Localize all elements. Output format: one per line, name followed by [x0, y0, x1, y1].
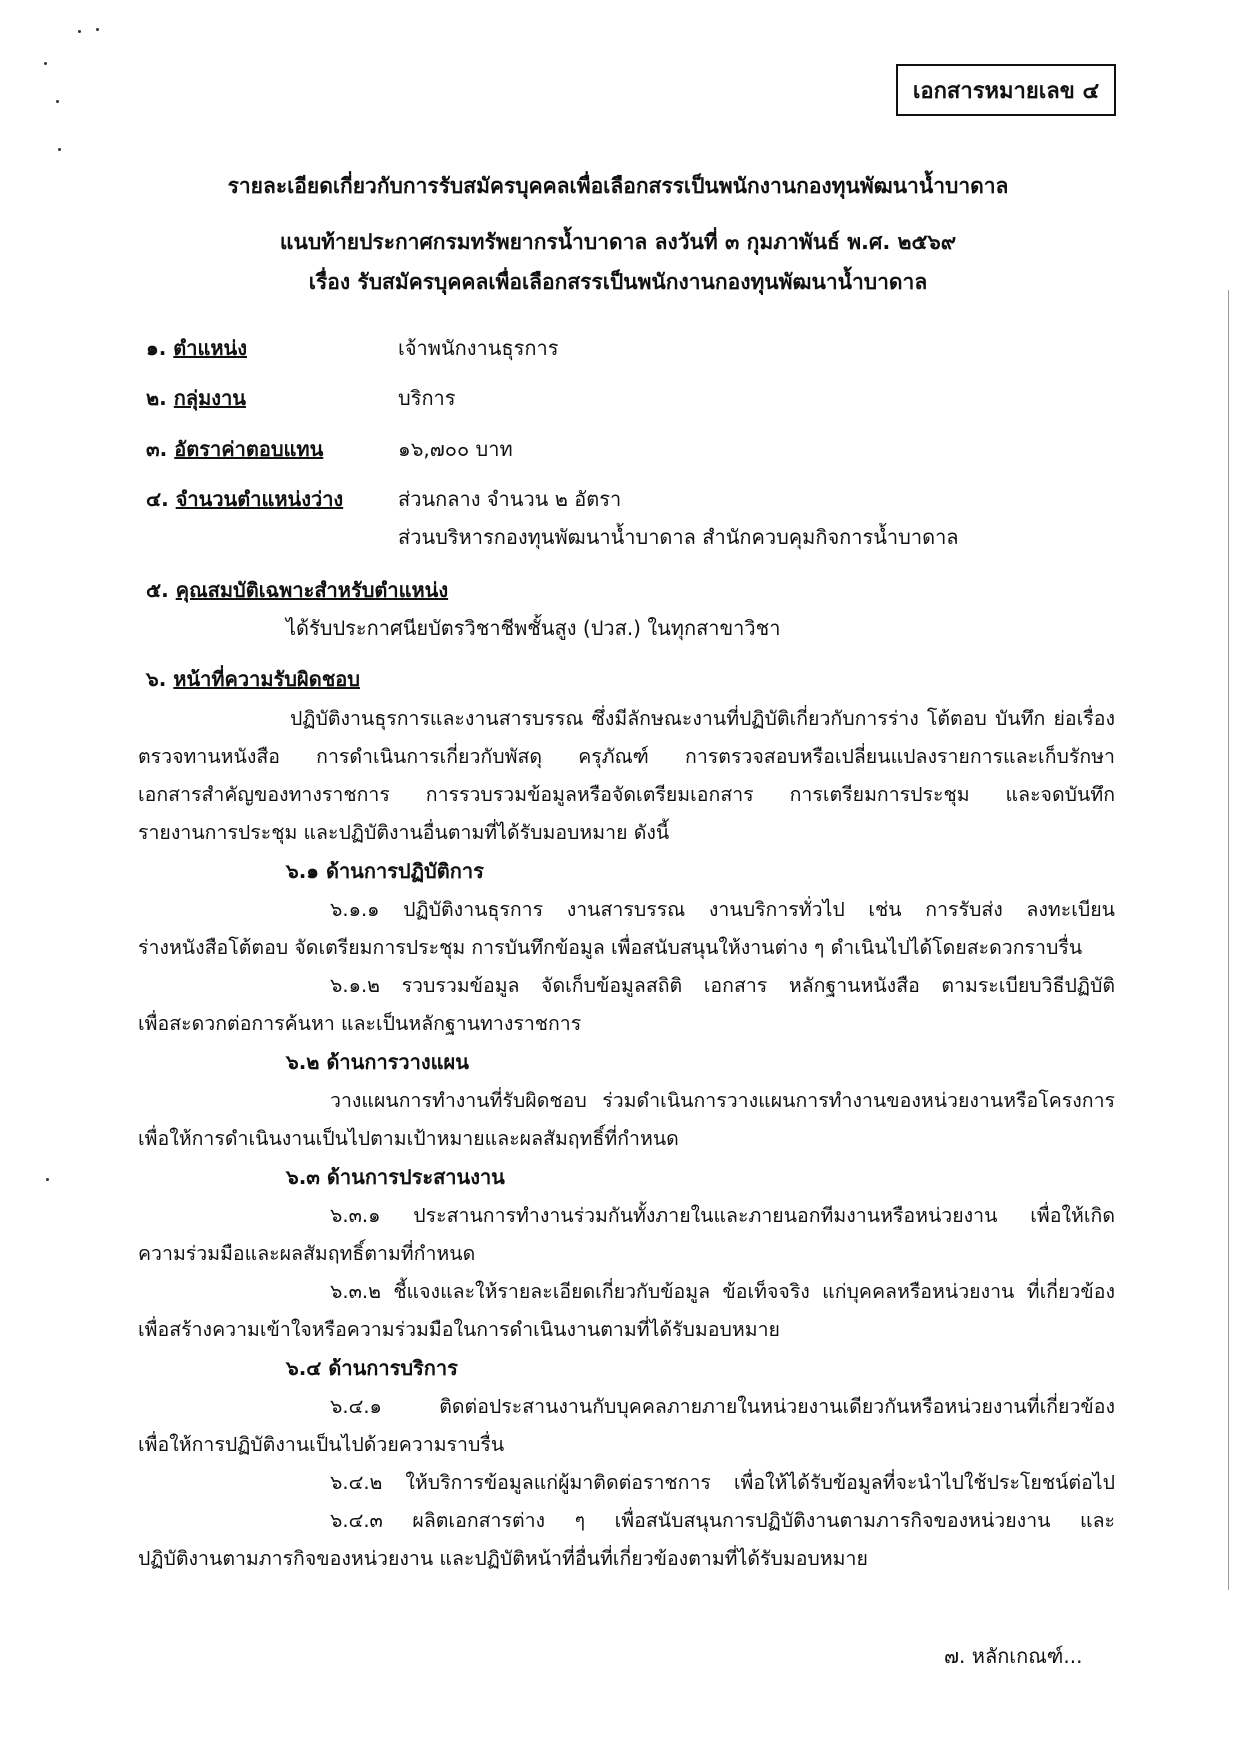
item-6-label: หน้าที่ความรับผิดชอบ [173, 667, 360, 691]
item-2-number: ๒. [146, 386, 167, 410]
section-6-4-2-line-1: ๖.๔.๒ ให้บริการข้อมูลแก่ผู้มาติดต่อราชการ เพื่อให้ได้รับข้อมูลที่จะนำไปใช้ประโยชน์ต่อไป [330, 1471, 1115, 1494]
item-4-number: ๔. [146, 487, 169, 511]
section-6-1-1-line-1: ๖.๑.๑ ปฏิบัติงานธุรการ งานสารบรรณ งานบริการทั่วไป เช่น การรับส่ง ลงทะเบียน [330, 898, 1115, 921]
heading-line-1: รายละเอียดเกี่ยวกับการรับสมัครบุคคลเพื่อเลือกสรรเป็นพนักงานกองทุนพัฒนาน้ำบาดาล [227, 174, 1009, 198]
section-6-3-1-line-2: ความร่วมมือและผลสัมฤทธิ์ตามที่กำหนด [138, 1242, 476, 1265]
section-6-1-title: ๖.๑ ด้านการปฏิบัติการ [286, 859, 484, 883]
item-1-label: ตำแหน่ง [173, 336, 247, 360]
scan-speck [96, 28, 99, 31]
item-3-label: อัตราค่าตอบแทน [174, 437, 324, 461]
section-6-4-1-line-2: เพื่อให้การปฏิบัติงานเป็นไปด้วยความราบรื่น [138, 1433, 505, 1456]
item-5-heading [146, 574, 448, 606]
scan-edge-line [1228, 290, 1229, 1590]
scan-speck [78, 30, 81, 33]
document-number-box [896, 64, 1116, 116]
heading-line-2: แนบท้ายประกาศกรมทรัพยากรน้ำบาดาล ลงวันที่ ๓ กุมภาพันธ์ พ.ศ. ๒๕๖๙ [279, 230, 957, 254]
item-5-label: คุณสมบัติเฉพาะสำหรับตำแหน่ง [175, 578, 449, 602]
scan-speck [58, 148, 61, 151]
section-6-1-2-line-2: เพื่อสะดวกต่อการค้นหา และเป็นหลักฐานทางราชการ [138, 1012, 582, 1035]
item-3-value: ๑๖,๗๐๐ บาท [398, 437, 513, 461]
section-6-4-title: ๖.๔ ด้านการบริการ [286, 1356, 458, 1380]
section-6-1-2-line-1: ๖.๑.๒ รวบรวมข้อมูล จัดเก็บข้อมูลสถิติ เอกสาร หลักฐานหนังสือ ตามระเบียบวิธีปฏิบัติ [330, 974, 1115, 997]
section-6-4-1-line-1: ๖.๔.๑ ติดต่อประสานงานกับบุคคลภายภายในหน่วยงานเดียวกันหรือหน่วยงานที่เกี่ยวข้อง [330, 1395, 1115, 1418]
item-3-number: ๓. [146, 437, 168, 461]
item-3-heading [146, 433, 323, 465]
item-2-label: กลุ่มงาน [173, 386, 246, 410]
section-6-3-2-line-2: เพื่อสร้างความเข้าใจหรือความร่วมมือในการดำเนินงานตามที่ได้รับมอบหมาย [138, 1318, 780, 1341]
item-1-heading [146, 332, 247, 364]
scan-speck [56, 100, 59, 103]
item-4-heading [146, 483, 343, 515]
item-5-number: ๕. [146, 578, 169, 602]
section-6-2-line-1: วางแผนการทำงานที่รับผิดชอบ ร่วมดำเนินการวางแผนการทำงานของหน่วยงานหรือโครงการ [330, 1089, 1115, 1112]
item-4-value-2: ส่วนบริหารกองทุนพัฒนาน้ำบาดาล สำนักควบคุมกิจการน้ำบาดาล [398, 525, 959, 549]
section-6-3-1-line-1: ๖.๓.๑ ประสานการทำงานร่วมกันทั้งภายในและภายนอกทีมงานหรือหน่วยงาน เพื่อให้เกิด [330, 1204, 1115, 1227]
next-page-indicator: ๗. หลักเกณฑ์... [944, 1644, 1083, 1668]
section-6-3-title: ๖.๓ ด้านการประสานงาน [286, 1165, 505, 1189]
document-number: เอกสารหมายเลข ๔ [912, 78, 1100, 104]
item-6-heading [146, 663, 360, 695]
section-6-4-3-line-2: ปฏิบัติงานตามภารกิจของหน่วยงาน และปฏิบัติหน้าที่อื่นที่เกี่ยวข้องตามที่ได้รับมอบหมาย [138, 1547, 868, 1570]
item-5-value: ได้รับประกาศนียบัตรวิชาชีพชั้นสูง (ปวส.) ในทุกสาขาวิชา [286, 616, 781, 640]
item-6-number: ๖. [146, 667, 167, 691]
section-6-2-line-2: เพื่อให้การดำเนินงานเป็นไปตามเป้าหมายและผลสัมฤทธิ์ที่กำหนด [138, 1127, 679, 1150]
heading-line-3: เรื่อง รับสมัครบุคคลเพื่อเลือกสรรเป็นพนักงานกองทุนพัฒนาน้ำบาดาล [308, 270, 928, 294]
scan-speck [44, 62, 47, 65]
scan-speck [46, 1178, 49, 1181]
section-6-4-3-line-1: ๖.๔.๓ ผลิตเอกสารต่าง ๆ เพื่อสนับสนุนการปฏิบัติงานตามภารกิจของหน่วยงาน และ [330, 1509, 1115, 1532]
item-2-value: บริการ [398, 386, 456, 410]
section-6-3-2-line-1: ๖.๓.๒ ชี้แจงและให้รายละเอียดเกี่ยวกับข้อมูล ข้อเท็จจริง แก่บุคคลหรือหน่วยงาน ที่เกี่ยวข้อง [330, 1280, 1115, 1303]
item-4-value-1: ส่วนกลาง จำนวน ๒ อัตรา [398, 487, 622, 511]
duties-intro-line-2: ตรวจทานหนังสือ การดำเนินการเกี่ยวกับพัสดุ ครุภัณฑ์ การตรวจสอบหรือเปลี่ยนแปลงรายการและเก็บรักษา [138, 745, 1115, 768]
section-6-2-title: ๖.๒ ด้านการวางแผน [286, 1050, 469, 1074]
duties-intro-line-3: เอกสารสำคัญของทางราชการ การรวบรวมข้อมูลหรือจัดเตรียมเอกสาร การเตรียมการประชุม และจดบันทึก [138, 783, 1115, 806]
item-1-number: ๑. [146, 336, 167, 360]
duties-intro-line-4: รายงานการประชุม และปฏิบัติงานอื่นตามที่ได้รับมอบหมาย ดังนี้ [138, 821, 670, 844]
item-2-heading [146, 382, 246, 414]
item-1-value: เจ้าพนักงานธุรการ [398, 336, 559, 360]
section-6-1-1-line-2: ร่างหนังสือโต้ตอบ จัดเตรียมการประชุม การบันทึกข้อมูล เพื่อสนับสนุนให้งานต่าง ๆ ดำเนินไปได้โดยสะดวกราบรื่น [138, 936, 1083, 959]
duties-intro-line-1: ปฏิบัติงานธุรการและงานสารบรรณ ซึ่งมีลักษณะงานที่ปฏิบัติเกี่ยวกับการร่าง โต้ตอบ บันทึก ย่อเรื่อง [290, 707, 1115, 730]
item-4-label: จำนวนตำแหน่งว่าง [175, 487, 344, 511]
